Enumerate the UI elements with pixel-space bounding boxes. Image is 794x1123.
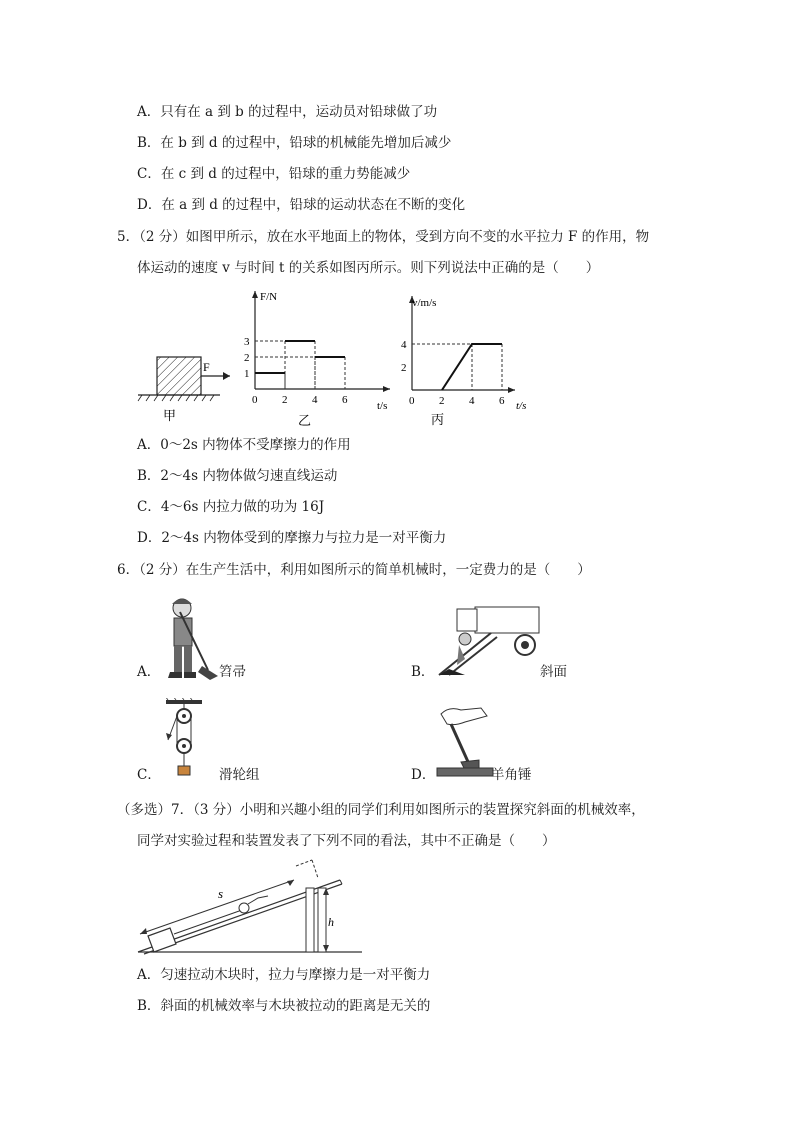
q6-stem: 6．（2 分）在生产生活中，利用如图所示的简单机械时，一定费力的是（ ）	[117, 562, 591, 578]
q6-option-c-label: 滑轮组	[219, 767, 260, 783]
q5-option-a: A．0～2s 内物体不受摩擦力的作用	[137, 437, 351, 453]
bing-x-tick-4: 4	[469, 395, 475, 407]
force-label: F	[203, 360, 210, 374]
yi-y-tick-2: 2	[244, 352, 250, 364]
yi-x-arrow	[383, 386, 390, 392]
bing-y-tick-2: 2	[401, 362, 407, 374]
block	[157, 357, 201, 395]
q5-figure-bing-chart	[390, 290, 535, 430]
q7-incline-apparatus	[130, 858, 370, 958]
caption-bing: 丙	[431, 412, 445, 427]
q5-option-d: D．2～4s 内物体受到的摩擦力与拉力是一对平衡力	[137, 530, 447, 546]
q4-option-d: D．在 a 到 d 的过程中，铅球的运动状态在不断的变化	[137, 197, 466, 213]
yi-xlabel: t/s	[377, 400, 388, 412]
yi-x-tick-2: 2	[282, 394, 288, 406]
broom-sweeper-image	[150, 592, 225, 682]
q4-option-c: C．在 c 到 d 的过程中，铅球的重力势能减少	[137, 166, 411, 182]
q7-option-a: A．匀速拉动木块时，拉力与摩擦力是一对平衡力	[137, 967, 431, 983]
spring-scale	[239, 903, 249, 913]
yi-ylabel: F/N	[260, 291, 278, 303]
q4-option-a: A．只有在 a 到 b 的过程中，运动员对铅球做了功	[137, 104, 438, 120]
q7-stem-line2: 同学对实验过程和装置发表了下列不同的看法，其中不正确是（ ）	[137, 833, 556, 849]
bing-x-tick-0: 0	[409, 395, 415, 407]
q5-stem-line1: 5．（2 分）如图甲所示，放在水平地面上的物体，受到方向不变的水平拉力 F 的作用，物	[117, 229, 650, 245]
q6-option-c-letter: C．	[137, 767, 161, 783]
distance-s	[140, 880, 294, 934]
q5-option-c: C．4～6s 内拉力做的功为 16J	[137, 499, 325, 515]
q6-option-b-label: 斜面	[540, 664, 567, 680]
bing-ylabel: v/m/s	[412, 297, 437, 309]
bing-y-tick-4: 4	[401, 339, 407, 351]
q5-option-b: B．2～4s 内物体做匀速直线运动	[137, 468, 338, 484]
q4-option-b: B．在 b 到 d 的过程中，铅球的机械能先增加后减少	[137, 135, 452, 151]
wood-block	[148, 928, 176, 952]
support-left	[306, 888, 314, 952]
q5-stem-line2: 体运动的速度 v 与时间 t 的关系如图丙所示。则下列说法中正确的是（ ）	[137, 260, 600, 276]
yi-y-arrow	[252, 291, 258, 298]
q6-option-d-label: 羊角锤	[491, 767, 532, 783]
q6-option-a-letter: A．	[137, 664, 161, 680]
q7-option-b: B．斜面的机械效率与木块被拉动的距离是无关的	[137, 998, 431, 1014]
yi-y-tick-1: 1	[244, 368, 250, 380]
s-label: s	[218, 886, 224, 901]
q6-option-a-label: 笤帚	[219, 664, 246, 680]
ground-hatch	[138, 395, 214, 401]
yi-x-tick-6: 6	[342, 394, 348, 406]
incline-cart-image	[435, 603, 550, 681]
q5-figure-yi-chart	[235, 283, 395, 430]
yi-x-tick-0: 0	[252, 394, 258, 406]
pulley-system-image	[160, 698, 210, 780]
bing-xlabel: t/s	[516, 400, 527, 412]
bing-x-tick-6: 6	[499, 395, 505, 407]
bing-x-arrow	[508, 387, 515, 393]
support-right	[318, 888, 326, 952]
h-label: h	[328, 915, 334, 929]
yi-y-tick-3: 3	[244, 336, 250, 348]
q6-option-b-letter: B．	[411, 664, 435, 680]
caption-yi: 乙	[298, 413, 312, 428]
bing-x-tick-2: 2	[439, 395, 445, 407]
q6-option-d-letter: D．	[411, 767, 436, 783]
yi-x-tick-4: 4	[312, 394, 318, 406]
caption-jia: 甲	[163, 408, 177, 423]
q5-figure-jia	[130, 345, 245, 425]
q7-stem-line1: （多选）7．（3 分）小明和兴趣小组的同学们利用如图所示的装置探究斜面的机械效率，	[117, 802, 645, 818]
